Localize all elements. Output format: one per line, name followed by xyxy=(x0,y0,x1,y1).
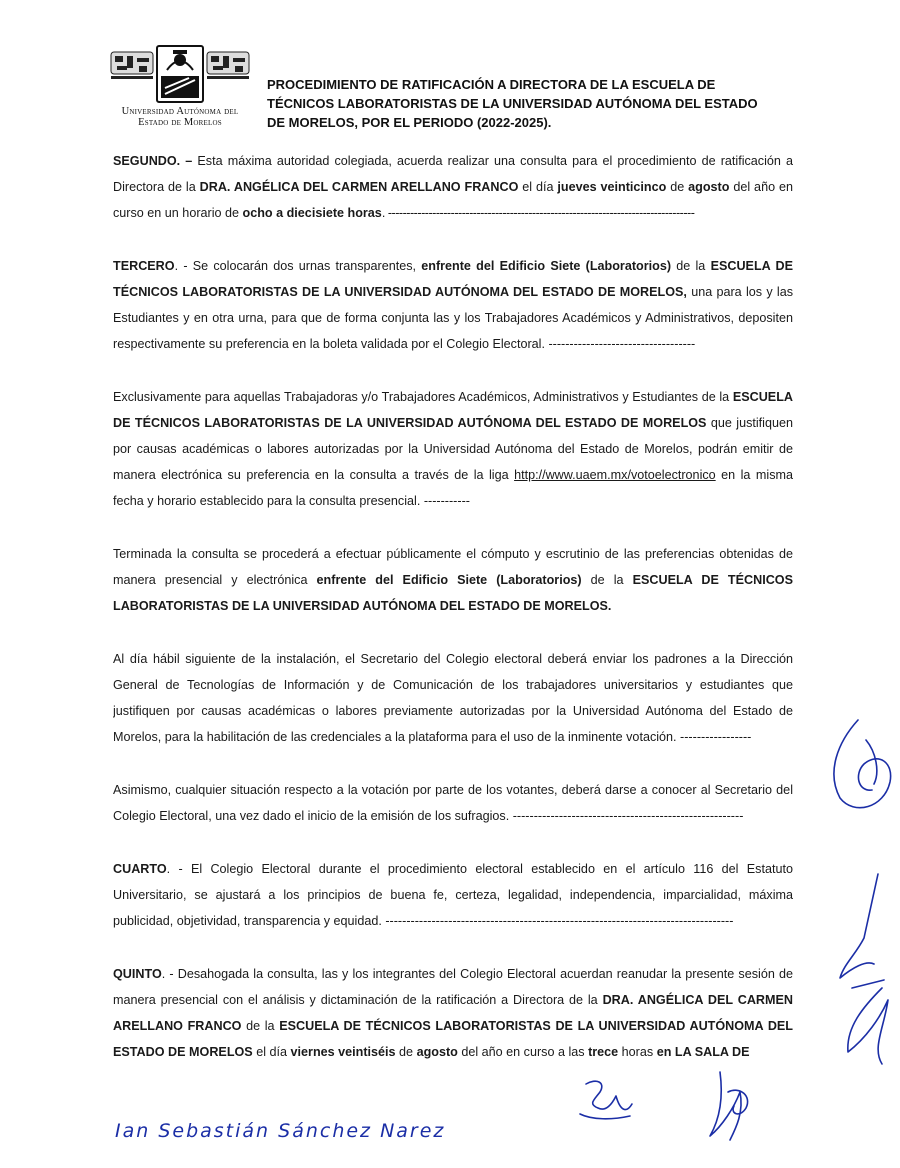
paragraph-label: CUARTO xyxy=(113,862,167,876)
paragraph-tercero: TERCERO. - Se colocarán dos urnas transparentes, enfrente del Edificio Siete (Laboratorios) de la ESCUELA DE TÉCNICOS LABORATORISTAS DE LA UNIVERSIDAD AUTÓNOMA DEL ESTADO DE MORELOS, una para los y las Estudiantes y en otra urna, para que de forma conjunta las y los Trabajadores Académicos y Administrativos, depositen respectivamente su preferencia en la boleta validada por el Colegio Electoral. ----------------------------------- xyxy=(113,259,793,351)
paragraph-asimismo: Asimismo, cualquier situación respecto a la votación por parte de los votantes, deberá darse a conocer al Secretario del Colegio Electoral, una vez dado el inicio de la emisión de los sufragios. ------------------------------------------------------- xyxy=(113,783,793,823)
paragraph-voto-electronico: Exclusivamente para aquellas Trabajadoras y/o Trabajadores Académicos, Administrativos y Estudiantes de la ESCUELA DE TÉCNICOS LABORATORISTAS DE LA UNIVERSIDAD AUTÓNOMA DEL ESTADO DE MORELOS que justifiquen por causas académicas o labores autorizadas por la Universidad Autónoma del Estado de Morelos, podrán emitir de manera electrónica su preferencia en la consulta a través de la liga http://www.uaem.mx/votoelectronico en la misma fecha y horario establecido para la consulta presencial. ----------- xyxy=(113,390,793,508)
signature-icon xyxy=(700,1062,760,1144)
paragraph-cuarto: CUARTO. - El Colegio Electoral durante el procedimiento electoral establecido en el artículo 116 del Estatuto Universitario, se ajustará a los principios de buena fe, certeza, legalidad, independencia, imparcialidad, máxima publicidad, objetividad, transparencia y equidad. ----------------------------------------------------------------------------------- xyxy=(113,862,793,928)
paragraph-label: TERCERO xyxy=(113,259,175,273)
paragraph-computo: Terminada la consulta se procederá a efectuar públicamente el cómputo y escrutinio de las preferencias obtenidas de manera presencial y electrónica enfrente del Edificio Siete (Laboratorios) de la ESCUELA DE TÉCNICOS LABORATORISTAS DE LA UNIVERSIDAD AUTÓNOMA DEL ESTADO DE MORELOS. xyxy=(113,547,793,613)
voto-electronico-link[interactable]: http://www.uaem.mx/votoelectronico xyxy=(514,468,716,482)
signature-icon xyxy=(822,868,898,1068)
paragraph-segundo: SEGUNDO. – Esta máxima autoridad colegiada, acuerda realizar una consulta para el procedimiento de ratificación a Directora de la DRA. ANGÉLICA DEL CARMEN ARELLANO FRANCO el día jueves veinticinco de agosto del año en curso en un horario de ocho a diecisiete horas. ----------------------------------------------------------------------------------- xyxy=(113,154,793,220)
university-logo-block xyxy=(100,42,260,128)
handwritten-name: Ian Sebastián Sánchez Narez xyxy=(115,1120,446,1142)
signature-icon xyxy=(572,1074,642,1126)
paragraph-label: SEGUNDO. – xyxy=(113,154,193,168)
document-title: PROCEDIMIENTO DE RATIFICACIÓN A DIRECTORA DE LA ESCUELA DE TÉCNICOS LABORATORISTAS DE LA UNIVERSIDAD AUTÓNOMA DEL ESTADO DE MORELOS, POR EL PERIODO (2022-2025). xyxy=(267,77,758,130)
document-body xyxy=(113,148,793,1065)
university-name xyxy=(100,106,260,128)
signature-icon xyxy=(818,712,898,822)
university-name-line-1: Universidad Autónoma del xyxy=(121,106,239,117)
university-name-line-2: Estado de Morelos xyxy=(138,117,222,128)
paragraph-padrones: Al día hábil siguiente de la instalación, el Secretario del Colegio electoral deberá enviar los padrones a la Dirección General de Tecnologías de Información y de Comunicación de los trabajadores universitarios y estudiantes que justifiquen por causas académicas o labores previamente autorizadas por la Universidad Autónoma del Estado de Morelos, para la habilitación de las credenciales a la plataforma para el uso de la inminente votación. ----------------- xyxy=(113,652,793,744)
university-seal-icon xyxy=(105,42,255,104)
paragraph-label: QUINTO xyxy=(113,967,162,981)
paragraph-quinto: QUINTO. - Desahogada la consulta, las y los integrantes del Colegio Electoral acuerdan reanudar la presente sesión de manera presencial con el análisis y dictaminación de la ratificación a Directora de la DRA. ANGÉLICA DEL CARMEN ARELLANO FRANCO de la ESCUELA DE TÉCNICOS LABORATORISTAS DE LA UNIVERSIDAD AUTÓNOMA DEL ESTADO DE MORELOS el día viernes veintiséis de agosto del año en curso a las trece horas en LA SALA DE xyxy=(113,967,793,1059)
